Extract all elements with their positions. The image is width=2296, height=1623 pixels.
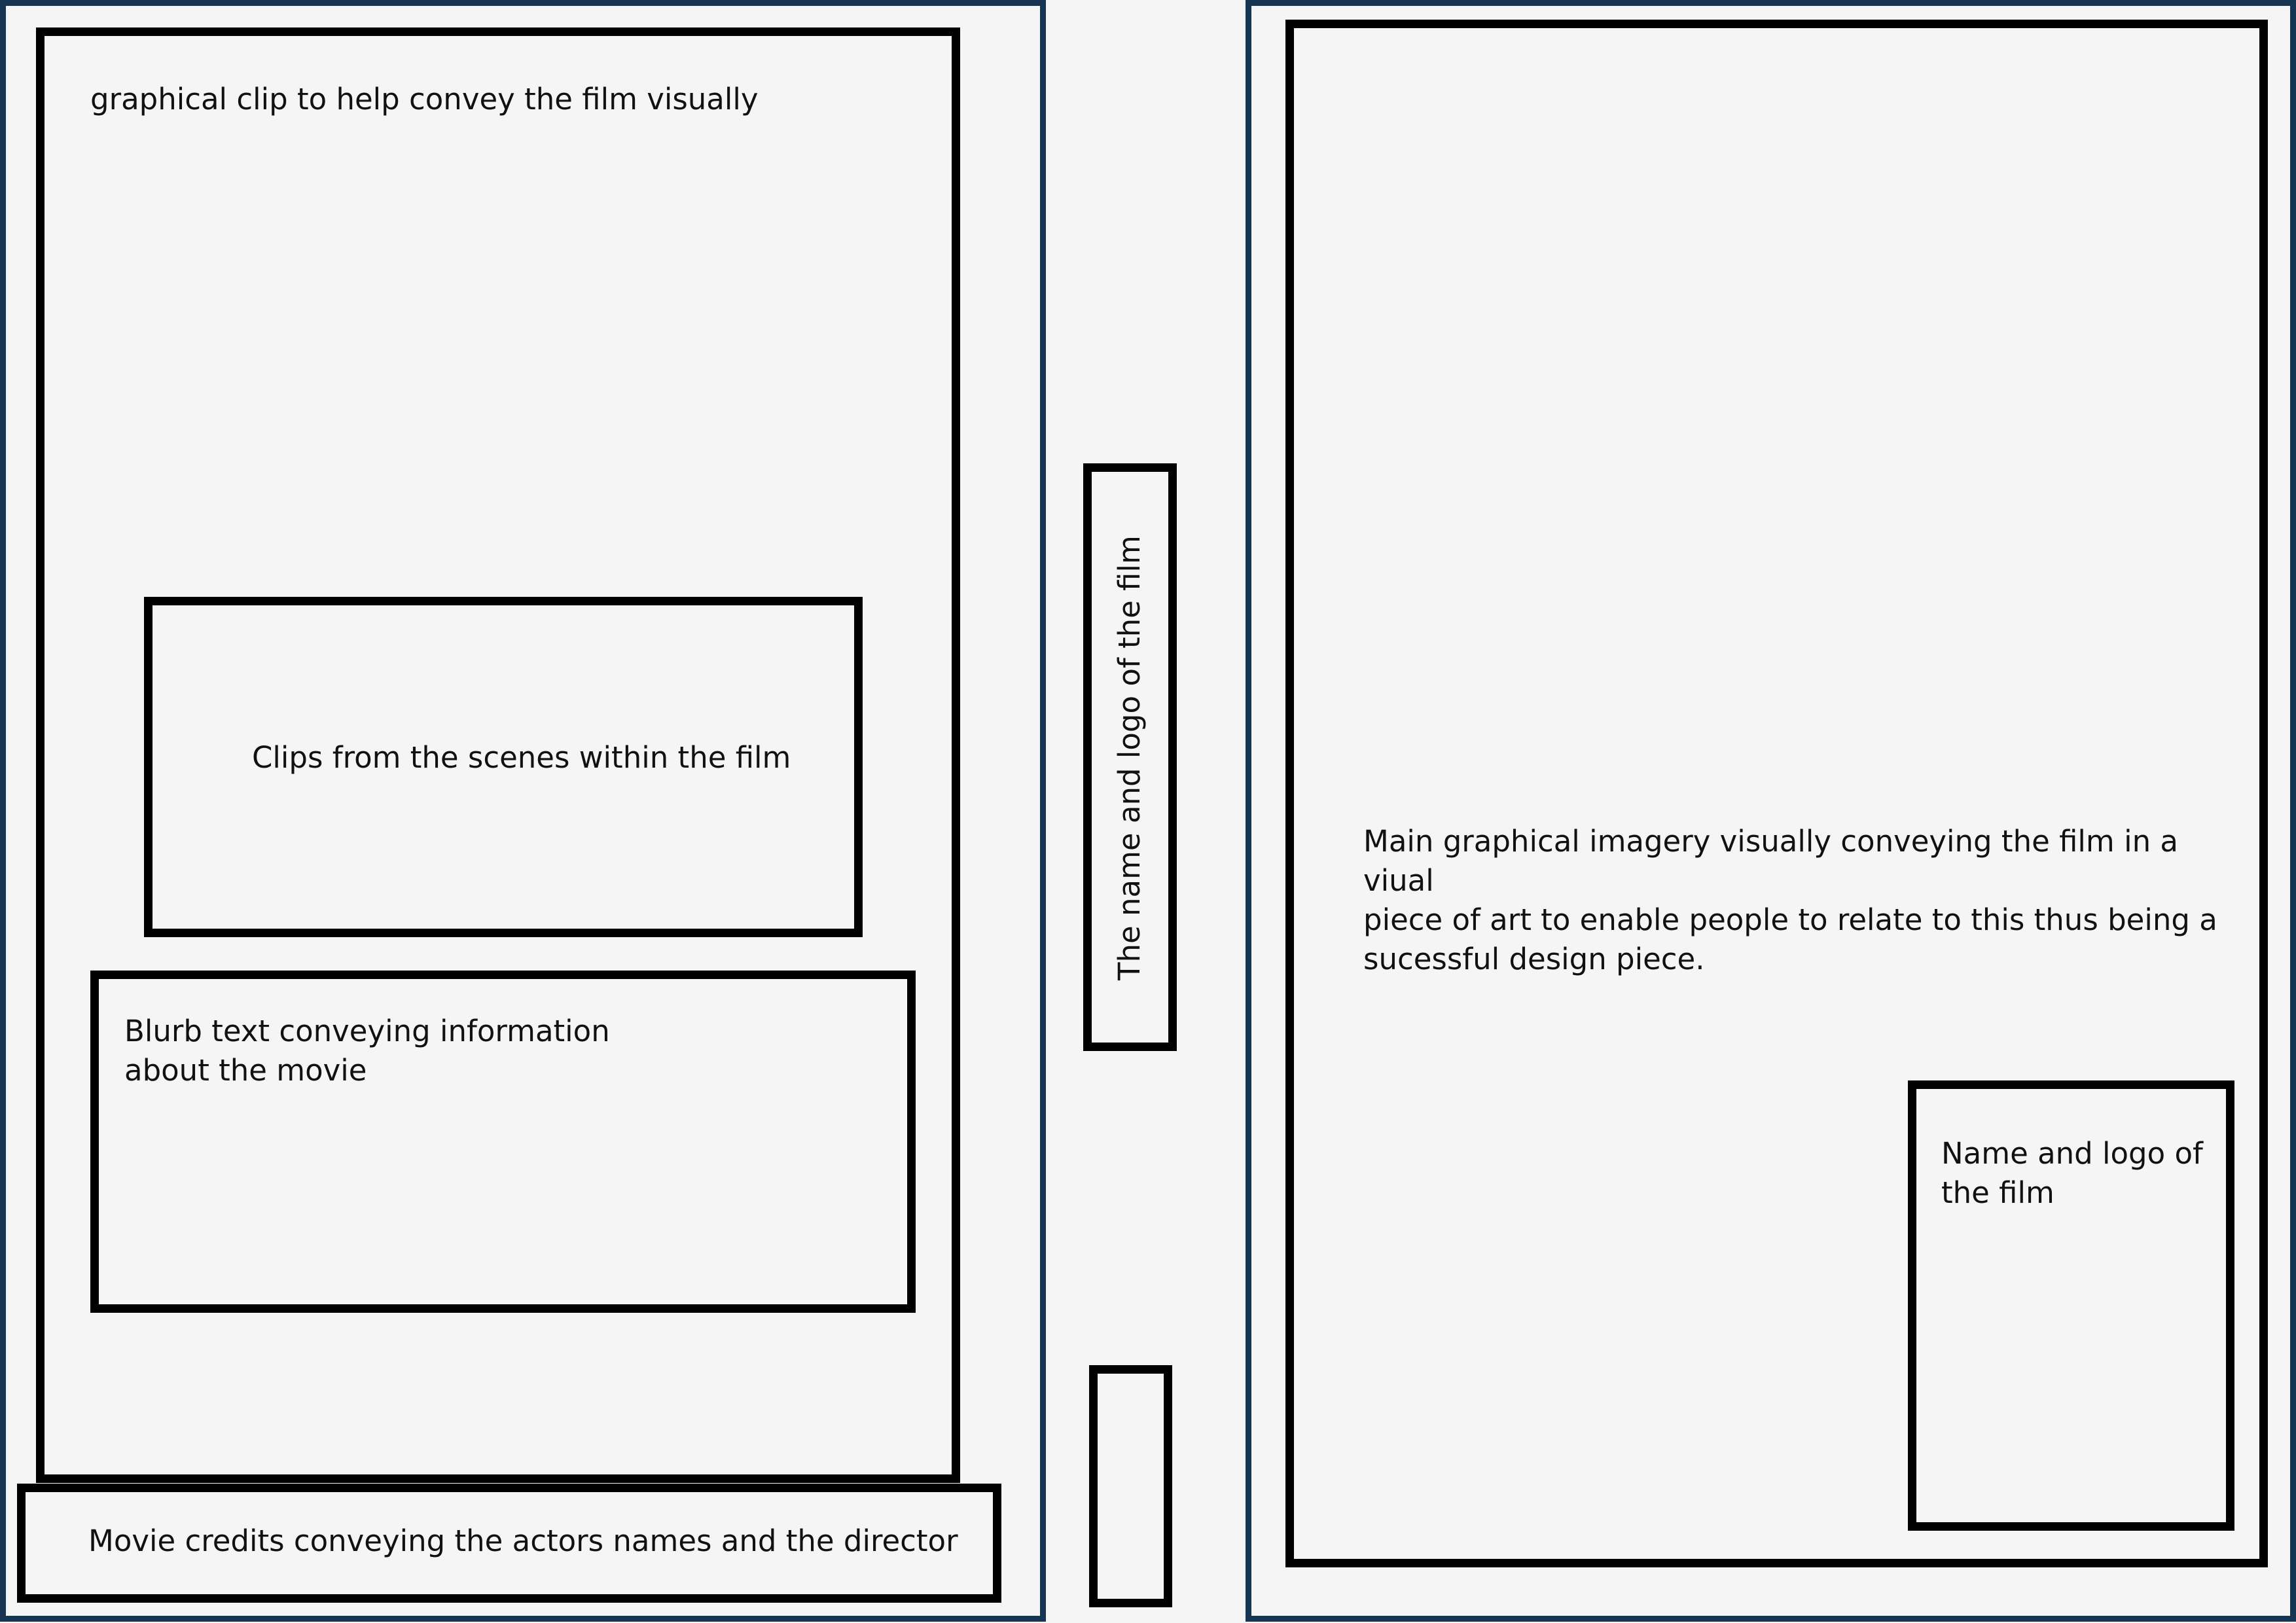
main-imagery-label: Main graphical imagery visually conveying the film in a viual piece of art to enable people to relate to this thus being a sucessful design piece. <box>1363 824 2217 976</box>
scene-clips-label: Clips from the scenes within the film <box>252 740 791 775</box>
graphical-clip-label: graphical clip to help convey the film visually <box>90 82 759 116</box>
blurb-label: Blurb text conveying information about the movie <box>124 1014 610 1088</box>
spine-logo-box <box>1089 1365 1172 1607</box>
spine-title-label: The name and logo of the film <box>1112 535 1147 980</box>
credits-label: Movie credits conveying the actors names and the director <box>88 1524 958 1558</box>
front-logo-label: Name and logo of the film <box>1941 1136 2203 1210</box>
